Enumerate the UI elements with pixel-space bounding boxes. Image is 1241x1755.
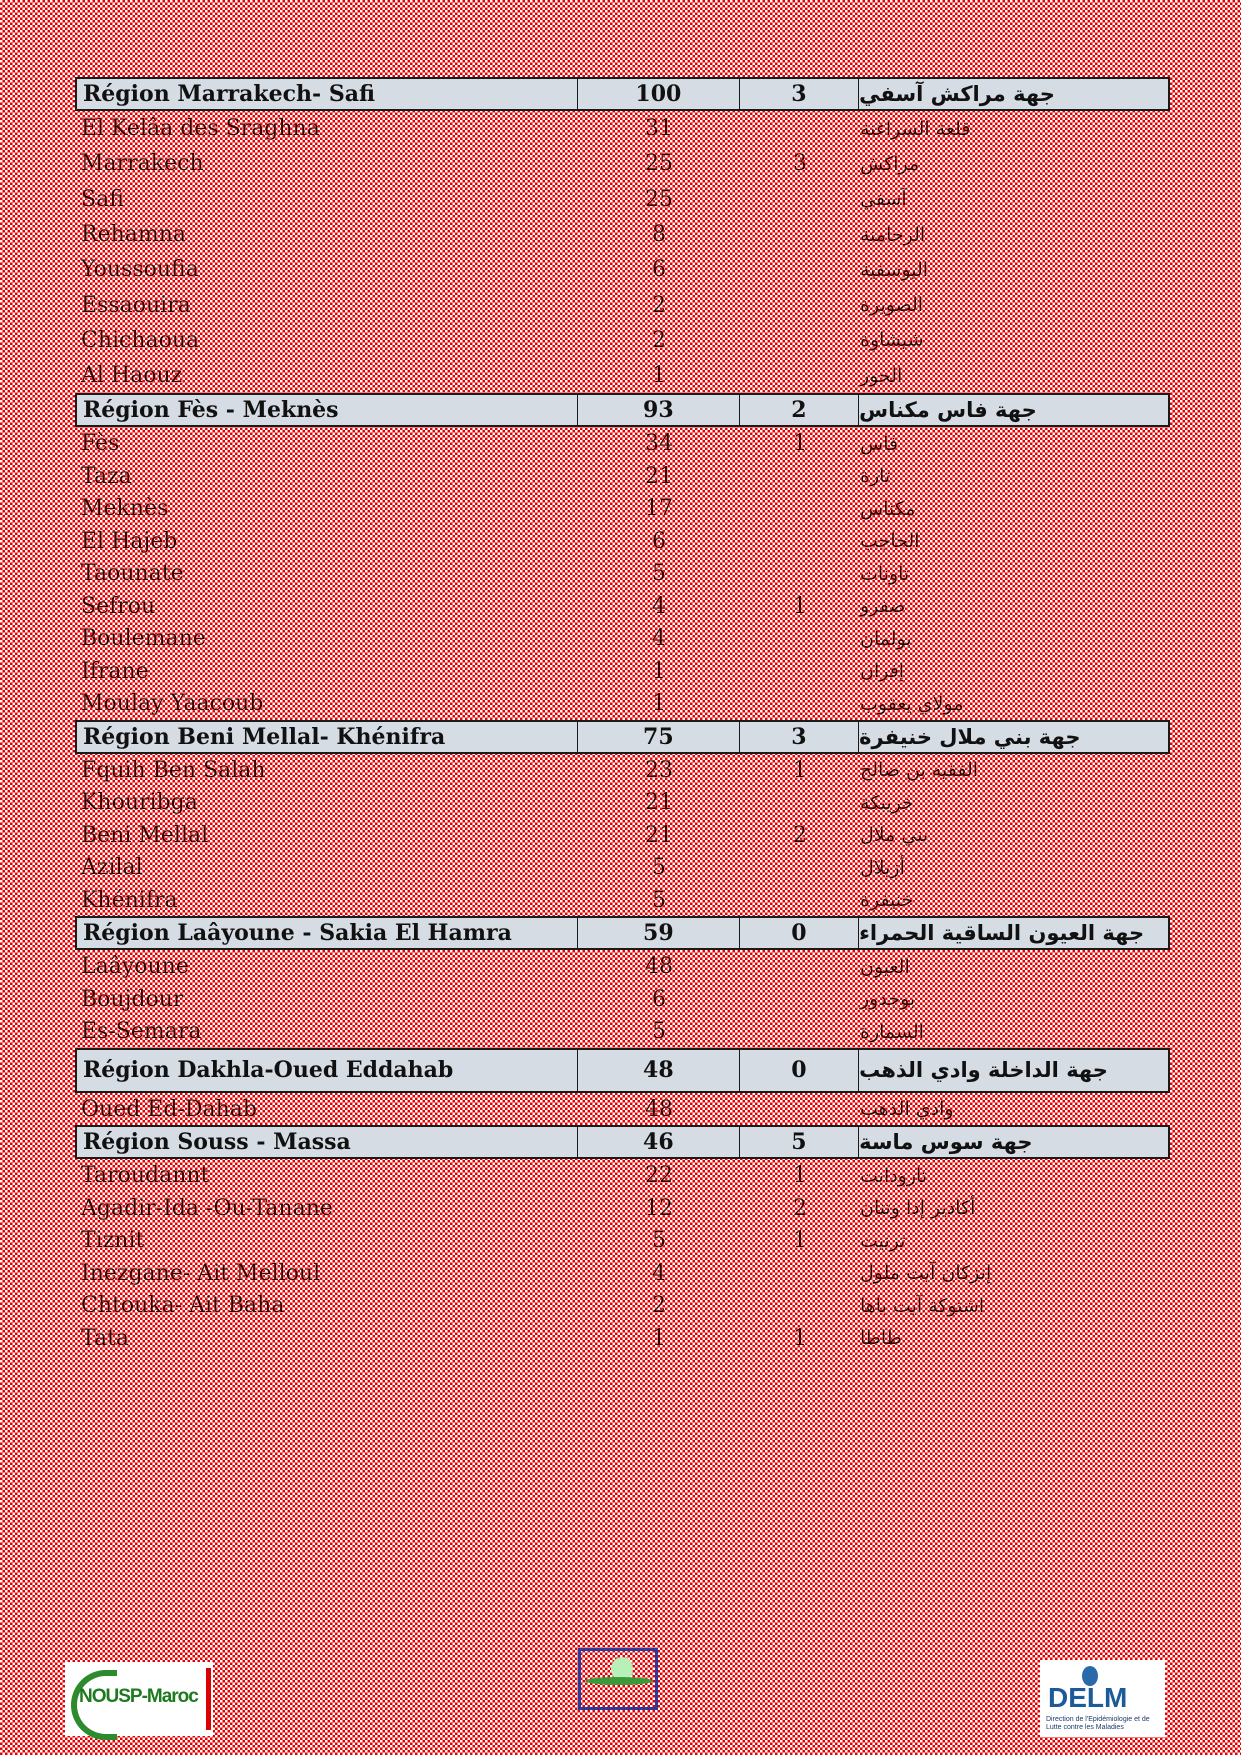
province-count: 2 [652, 1293, 666, 1319]
province-name-ar: صفرو [860, 595, 906, 618]
region-header-row [75, 720, 1170, 754]
region-total: 100 [578, 79, 739, 109]
region-name-ar: جهة مراكش آسفي [859, 82, 1055, 106]
province-row [75, 217, 1170, 252]
province-count: 1 [652, 658, 666, 684]
region-name-fr: Région Marrakech- Safi [77, 79, 578, 109]
province-row [75, 460, 1170, 493]
province-count: 1 [652, 1325, 666, 1351]
logo-bar-icon [206, 1668, 211, 1730]
province-count: 5 [652, 561, 666, 587]
province-count: 23 [645, 757, 673, 783]
province-name-fr: Boulemane [81, 626, 206, 652]
province-name-ar: السمارة [860, 1020, 924, 1043]
nousp-logo-text: NOUSP-Maroc [79, 1686, 198, 1707]
region-second-count: 5 [740, 1127, 860, 1157]
province-second-count [740, 1093, 860, 1126]
region-name-fr: Région Fès - Meknès [77, 395, 578, 425]
province-name-fr: Moulay Yaacoub [81, 691, 264, 717]
province-row [75, 111, 1170, 146]
province-name-ar: أزيلال [860, 856, 905, 879]
region-name-fr: Région Laâyoune - Sakia El Hamra [77, 918, 578, 948]
logo-wave-icon [585, 1677, 653, 1685]
province-second-count: 2 [793, 1195, 807, 1221]
province-name-fr: Tiznit [81, 1228, 145, 1254]
province-name-ar: تارودانت [860, 1164, 928, 1187]
province-second-count [740, 786, 860, 819]
province-second-count [740, 217, 860, 252]
province-second-count [740, 287, 860, 322]
province-name-fr: Meknès [81, 496, 169, 522]
province-count: 5 [652, 1228, 666, 1254]
province-name-ar: فاس [860, 432, 899, 455]
region-second-count: 2 [740, 395, 860, 425]
province-name-ar: إنزكان آيت ملول [860, 1262, 992, 1285]
province-count: 21 [645, 822, 673, 848]
province-row [75, 786, 1170, 819]
province-name-fr: Azilal [81, 855, 143, 881]
province-second-count: 2 [793, 822, 807, 848]
province-second-count [740, 557, 860, 590]
province-name-ar: بوجدور [860, 988, 916, 1011]
province-second-count [740, 358, 860, 393]
province-second-count [740, 884, 860, 917]
province-row [75, 427, 1170, 460]
province-row [75, 1224, 1170, 1257]
province-name-ar: مكناس [860, 497, 916, 520]
province-name-fr: Laâyoune [81, 954, 189, 980]
region-name-fr: Région Beni Mellal- Khénifra [77, 722, 578, 752]
province-row [75, 287, 1170, 322]
province-name-fr: Khouribga [81, 790, 198, 816]
province-name-fr: Taroudannt [81, 1163, 210, 1189]
province-second-count [740, 492, 860, 525]
region-total: 59 [578, 918, 739, 948]
province-row [75, 358, 1170, 393]
province-second-count [740, 252, 860, 287]
delm-logo [1040, 1660, 1165, 1737]
province-name-ar: اشتوكة آيت باها [860, 1294, 985, 1317]
province-row [75, 884, 1170, 917]
province-name-ar: الفقيه بن صالح [860, 759, 979, 782]
province-second-count: 1 [793, 431, 807, 457]
province-second-count [740, 655, 860, 688]
province-count: 4 [652, 593, 666, 619]
province-name-fr: Beni Mellal [81, 822, 209, 848]
region-header-row [75, 916, 1170, 950]
province-second-count: 1 [793, 1228, 807, 1254]
province-row [75, 1322, 1170, 1355]
province-name-fr: Chtouka- Ait Baha [81, 1293, 285, 1319]
province-count: 1 [652, 691, 666, 717]
province-count: 2 [652, 292, 666, 318]
province-count: 6 [652, 528, 666, 554]
region-name-fr: Région Souss - Massa [77, 1127, 578, 1157]
province-count: 34 [645, 431, 673, 457]
province-row [75, 622, 1170, 655]
province-count: 6 [652, 986, 666, 1012]
nousp-logo [65, 1662, 213, 1736]
province-name-fr: Youssoufia [81, 257, 199, 283]
province-row [75, 950, 1170, 983]
province-count: 1 [652, 363, 666, 389]
province-name-fr: El Kelâa des Sraghna [81, 116, 320, 142]
region-name-ar: جهة الداخلة وادي الذهب [859, 1058, 1108, 1083]
province-second-count [740, 1257, 860, 1290]
region-total: 48 [578, 1050, 739, 1091]
province-name-fr: Al Haouz [81, 363, 183, 389]
province-name-fr: Chichaoua [81, 327, 200, 353]
province-count: 22 [645, 1163, 673, 1189]
province-name-fr: Es-Semara [81, 1019, 202, 1045]
province-count: 21 [645, 463, 673, 489]
province-name-ar: تازة [860, 465, 891, 488]
province-count: 31 [645, 116, 673, 142]
province-row [75, 754, 1170, 787]
province-second-count [740, 622, 860, 655]
province-count: 25 [645, 186, 673, 212]
province-name-fr: Fès [81, 431, 120, 457]
province-name-fr: Rehamna [81, 222, 187, 248]
province-row [75, 687, 1170, 720]
province-row [75, 983, 1170, 1016]
province-name-fr: Oued Ed-Dahab [81, 1096, 257, 1122]
region-cases-table [75, 77, 1170, 1354]
province-name-fr: Tata [81, 1325, 130, 1351]
province-second-count [740, 950, 860, 983]
province-name-fr: Taounate [81, 561, 184, 587]
province-second-count [740, 182, 860, 217]
province-count: 2 [652, 327, 666, 353]
province-name-ar: طاطا [860, 1327, 902, 1350]
province-second-count [740, 687, 860, 720]
region-header-row [75, 393, 1170, 427]
province-name-ar: قلعة السراغنة [860, 117, 971, 140]
region-name-ar: جهة فاس مكناس [859, 398, 1037, 423]
region-total: 93 [578, 395, 739, 425]
province-row [75, 252, 1170, 287]
province-name-fr: Khénifra [81, 887, 178, 913]
delm-logo-subtitle: Direction de l'Epidémiologie et de Lutte contre les Maladies [1046, 1716, 1150, 1731]
province-name-fr: Boujdour [81, 986, 184, 1012]
province-count: 5 [652, 887, 666, 913]
ministry-health-logo [578, 1648, 658, 1710]
region-section [75, 916, 1170, 1048]
region-name-ar: جهة العيون الساقية الحمراء [859, 921, 1145, 946]
region-name-fr: Région Dakhla-Oued Eddahab [77, 1050, 578, 1091]
province-name-fr: Essaouira [81, 292, 191, 318]
province-count: 12 [645, 1195, 673, 1221]
province-name-ar: بني ملال [860, 824, 929, 847]
province-name-fr: Taza [81, 463, 132, 489]
province-row [75, 851, 1170, 884]
province-second-count: 3 [793, 151, 807, 177]
province-row [75, 819, 1170, 852]
province-name-ar: مولاي يعقوب [860, 692, 964, 715]
province-count: 5 [652, 1019, 666, 1045]
province-count: 4 [652, 1260, 666, 1286]
region-second-count: 3 [740, 79, 860, 109]
province-name-fr: El Hajeb [81, 528, 178, 554]
province-name-fr: Safi [81, 186, 124, 212]
province-name-ar: إفران [860, 660, 905, 683]
province-row [75, 182, 1170, 217]
province-count: 17 [645, 496, 673, 522]
province-count: 6 [652, 257, 666, 283]
province-row [75, 590, 1170, 623]
region-total: 46 [578, 1127, 739, 1157]
province-name-ar: الحوز [860, 364, 903, 387]
province-row [75, 655, 1170, 688]
province-name-ar: آسفي [860, 188, 907, 211]
region-section [75, 720, 1170, 917]
province-count: 48 [645, 954, 673, 980]
province-name-ar: تزنيت [860, 1229, 906, 1252]
province-row [75, 146, 1170, 181]
province-second-count [740, 323, 860, 358]
province-name-fr: Inezgane- Ait Melloul [81, 1260, 321, 1286]
province-second-count [740, 460, 860, 493]
province-count: 4 [652, 626, 666, 652]
province-row [75, 1289, 1170, 1322]
province-row [75, 525, 1170, 558]
region-section [75, 1125, 1170, 1354]
province-count: 21 [645, 790, 673, 816]
province-count: 8 [652, 222, 666, 248]
province-name-ar: وادي الذهب [860, 1098, 954, 1121]
region-section [75, 77, 1170, 393]
province-name-ar: مراكش [860, 152, 920, 175]
province-row [75, 557, 1170, 590]
province-second-count: 1 [793, 593, 807, 619]
province-second-count: 1 [793, 1163, 807, 1189]
province-name-ar: العيون [860, 955, 910, 978]
province-name-ar: أكادير إدا وتنان [860, 1197, 976, 1220]
province-name-ar: شيشاوة [860, 329, 924, 352]
province-name-fr: Sefrou [81, 593, 156, 619]
region-second-count: 0 [740, 1050, 860, 1091]
province-second-count: 1 [793, 1325, 807, 1351]
province-second-count [740, 983, 860, 1016]
region-section [75, 1048, 1170, 1126]
province-name-ar: اليوسفية [860, 258, 929, 281]
region-total: 75 [578, 722, 739, 752]
province-second-count [740, 525, 860, 558]
province-row [75, 323, 1170, 358]
province-name-ar: خنيفرة [860, 889, 914, 912]
province-second-count [740, 1015, 860, 1048]
province-name-fr: Ifrane [81, 658, 149, 684]
region-name-ar: جهة سوس ماسة [859, 1130, 1033, 1155]
province-count: 25 [645, 151, 673, 177]
province-name-ar: الصويرة [860, 294, 924, 317]
province-second-count [740, 1289, 860, 1322]
province-row [75, 1257, 1170, 1290]
province-name-fr: Marrakech [81, 151, 204, 177]
region-name-ar: جهة بني ملال خنيفرة [859, 724, 1081, 749]
region-header-row [75, 1048, 1170, 1093]
province-name-fr: Agadir-Ida -Ou-Tanane [81, 1195, 333, 1221]
province-count: 48 [645, 1096, 673, 1122]
province-name-ar: بولمان [860, 627, 912, 650]
province-row [75, 492, 1170, 525]
province-second-count: 1 [793, 757, 807, 783]
province-name-ar: خريبكة [860, 791, 914, 814]
region-second-count: 0 [740, 918, 860, 948]
province-second-count [740, 111, 860, 146]
province-name-fr: Fquih Ben Salah [81, 757, 266, 783]
province-name-ar: الحاجب [860, 530, 920, 553]
province-row [75, 1192, 1170, 1225]
province-row [75, 1015, 1170, 1048]
region-header-row [75, 77, 1170, 111]
province-name-ar: تاونات [860, 562, 910, 585]
province-count: 5 [652, 855, 666, 881]
province-second-count [740, 851, 860, 884]
region-second-count: 3 [740, 722, 860, 752]
delm-logo-text: DELM [1048, 1682, 1128, 1713]
province-row [75, 1093, 1170, 1126]
province-name-ar: الرحامنة [860, 223, 926, 246]
region-header-row [75, 1125, 1170, 1159]
province-row [75, 1159, 1170, 1192]
region-section [75, 393, 1170, 720]
